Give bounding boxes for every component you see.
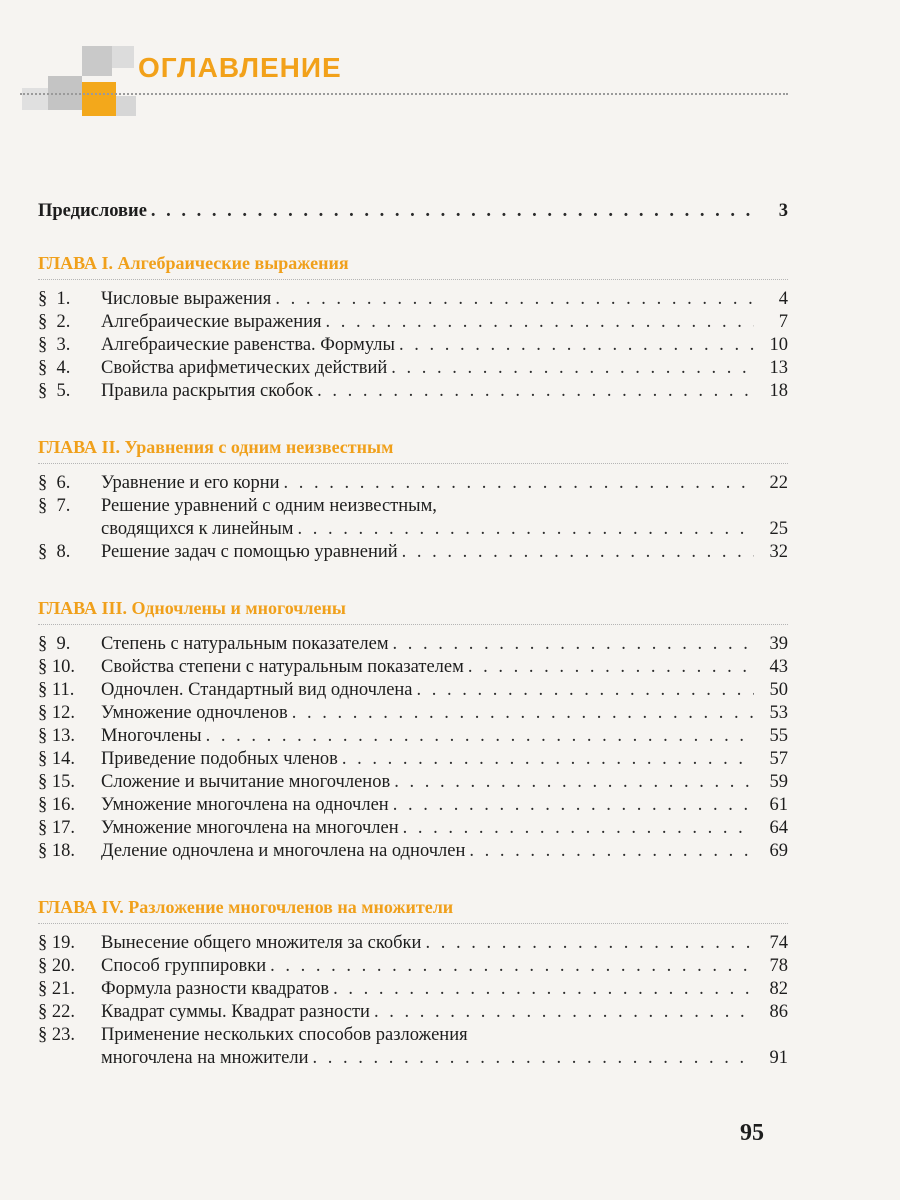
toc-entry-preface[interactable] — [38, 200, 788, 223]
toc-entry-title: Вынесение общего множителя за скобки — [101, 933, 422, 953]
toc-entry-title: Уравнение и его корни — [101, 473, 280, 493]
toc-entry-page: 64 — [769, 818, 788, 838]
toc-entry-title: Свойства степени с натуральным показателем — [101, 657, 464, 677]
toc-entry-page: 86 — [769, 1002, 788, 1022]
leader-dots — [266, 955, 754, 978]
section-number: § 22. — [38, 1002, 75, 1022]
chapter-heading: ГЛАВА II. Уравнения с одним неизвестным — [38, 437, 788, 464]
toc-entry-title: Применение нескольких способов разложения — [101, 1025, 468, 1045]
toc-entry-page: 32 — [769, 542, 788, 562]
toc-entry-page: 22 — [769, 473, 788, 493]
leader-dots — [465, 840, 754, 863]
toc-entry-page: 43 — [769, 657, 788, 677]
toc-entry-page: 55 — [769, 726, 788, 746]
toc-entry-title: Степень с натуральным показателем — [101, 634, 389, 654]
toc-entry[interactable] — [38, 1024, 788, 1070]
toc-entry-page: 10 — [769, 335, 788, 355]
toc-entry[interactable] — [38, 725, 788, 748]
section-number: § 15. — [38, 772, 75, 792]
header-decor-square-orange — [82, 82, 116, 116]
section-number: § 3. — [38, 335, 71, 355]
toc-entry[interactable] — [38, 472, 788, 495]
toc-entry-page: 59 — [769, 772, 788, 792]
toc-entry-title: Умножение многочлена на одночлен — [101, 795, 389, 815]
toc-entry-page: 53 — [769, 703, 788, 723]
toc-entry-title: Многочлены — [101, 726, 202, 746]
toc-entry-page: 50 — [769, 680, 788, 700]
section-number: § 10. — [38, 657, 75, 677]
chapter-block — [38, 897, 788, 1070]
toc-entry[interactable] — [38, 357, 788, 380]
table-of-contents — [38, 200, 788, 1104]
section-number: § 1. — [38, 289, 71, 309]
chapter-heading: ГЛАВА III. Одночлены и многочлены — [38, 598, 788, 625]
toc-entry[interactable] — [38, 702, 788, 725]
toc-entry-title: Квадрат суммы. Квадрат разности — [101, 1002, 370, 1022]
section-number: § 6. — [38, 473, 71, 493]
leader-dots — [370, 1001, 754, 1024]
toc-entry-title: Одночлен. Стандартный вид одночлена — [101, 680, 413, 700]
section-number: § 2. — [38, 312, 71, 332]
header-decor-square — [22, 88, 48, 110]
header-decor-square — [112, 46, 134, 68]
section-number: § 16. — [38, 795, 75, 815]
leader-dots — [202, 725, 754, 748]
section-number: § 5. — [38, 381, 71, 401]
toc-entry[interactable] — [38, 679, 788, 702]
section-number: § 7. — [38, 496, 71, 516]
toc-entry[interactable] — [38, 932, 788, 955]
section-number: § 21. — [38, 979, 75, 999]
page-title: ОГЛАВЛЕНИЕ — [138, 52, 342, 83]
toc-entry[interactable] — [38, 840, 788, 863]
section-number: § 9. — [38, 634, 71, 654]
leader-dots — [308, 1047, 754, 1070]
toc-entry[interactable] — [38, 495, 788, 541]
section-number: § 20. — [38, 956, 75, 976]
toc-entry-page: 91 — [769, 1048, 788, 1068]
section-number: § 12. — [38, 703, 75, 723]
leader-dots — [399, 817, 754, 840]
toc-entry[interactable] — [38, 633, 788, 656]
leader-dots — [293, 518, 754, 541]
toc-entry[interactable] — [38, 311, 788, 334]
toc-entry-title: Предисловие — [38, 201, 147, 221]
toc-entry-page: 18 — [769, 381, 788, 401]
header-dotted-rule — [20, 93, 788, 95]
toc-entry[interactable] — [38, 288, 788, 311]
chapter-heading: ГЛАВА IV. Разложение многочленов на множители — [38, 897, 788, 924]
toc-entry[interactable] — [38, 771, 788, 794]
leader-dots — [413, 679, 754, 702]
toc-entry-page: 39 — [769, 634, 788, 654]
leader-dots — [313, 380, 754, 403]
toc-entry-title: Способ группировки — [101, 956, 267, 976]
leader-dots — [387, 357, 754, 380]
toc-entry-title: Алгебраические равенства. Формулы — [101, 335, 395, 355]
leader-dots — [390, 771, 754, 794]
toc-entry[interactable] — [38, 748, 788, 771]
leader-dots — [395, 334, 754, 357]
chapter-list — [38, 253, 788, 1070]
section-number: § 19. — [38, 933, 75, 953]
chapter-heading: ГЛАВА I. Алгебраические выражения — [38, 253, 788, 280]
toc-entry-title: Числовые выражения — [101, 289, 272, 309]
toc-entry[interactable] — [38, 955, 788, 978]
toc-entry-page: 13 — [769, 358, 788, 378]
toc-entry[interactable] — [38, 334, 788, 357]
section-number: § 11. — [38, 680, 75, 700]
toc-entry-page: 3 — [778, 201, 788, 221]
toc-entry-page: 69 — [769, 841, 788, 861]
toc-entry[interactable] — [38, 1001, 788, 1024]
toc-entry-line — [38, 495, 788, 518]
toc-entry-title-continued: сводящихся к линейным — [101, 519, 294, 539]
leader-dots — [338, 748, 754, 771]
toc-entry-title: Алгебраические выражения — [101, 312, 322, 332]
toc-entry-title: Умножение одночленов — [101, 703, 288, 723]
toc-entry-page: 57 — [769, 749, 788, 769]
toc-entry-title: Приведение подобных членов — [101, 749, 338, 769]
header-decor-square — [116, 96, 136, 116]
chapter-block — [38, 437, 788, 564]
leader-dots — [271, 288, 754, 311]
toc-entry-title-continued: многочлена на множители — [101, 1048, 309, 1068]
toc-entry[interactable] — [38, 794, 788, 817]
toc-entry[interactable] — [38, 817, 788, 840]
section-number: § 14. — [38, 749, 75, 769]
header-decor-square — [82, 46, 112, 76]
toc-entry[interactable] — [38, 380, 788, 403]
toc-entry-page: 61 — [769, 795, 788, 815]
toc-entry[interactable] — [38, 541, 788, 564]
section-number: § 8. — [38, 542, 71, 562]
toc-entry-title: Свойства арифметических действий — [101, 358, 388, 378]
leader-dots — [389, 633, 754, 656]
toc-entry-page: 25 — [769, 519, 788, 539]
toc-entry-page: 78 — [769, 956, 788, 976]
section-number: § 23. — [38, 1025, 75, 1045]
leader-dots — [147, 200, 754, 223]
chapter-block — [38, 598, 788, 863]
leader-dots — [421, 932, 754, 955]
leader-dots — [322, 311, 754, 334]
toc-entry-page: 4 — [778, 289, 788, 309]
toc-entry-line — [38, 1024, 788, 1047]
toc-entry-title: Сложение и вычитание многочленов — [101, 772, 391, 792]
toc-entry-title: Формула разности квадратов — [101, 979, 330, 999]
toc-entry-page: 7 — [778, 312, 788, 332]
section-number: § 18. — [38, 841, 75, 861]
toc-entry-title: Правила раскрытия скобок — [101, 381, 314, 401]
leader-dots — [288, 702, 754, 725]
toc-entry-title: Решение уравнений с одним неизвестным, — [101, 496, 437, 516]
page-number: 95 — [740, 1120, 764, 1146]
toc-entry-page: 74 — [769, 933, 788, 953]
leader-dots — [389, 794, 754, 817]
chapter-block — [38, 253, 788, 403]
toc-entry-page: 82 — [769, 979, 788, 999]
toc-entry-line — [38, 1047, 788, 1070]
leader-dots — [329, 978, 754, 1001]
leader-dots — [398, 541, 754, 564]
toc-entry-title: Умножение многочлена на многочлен — [101, 818, 399, 838]
toc-entry-title: Решение задач с помощью уравнений — [101, 542, 398, 562]
section-number: § 4. — [38, 358, 71, 378]
toc-entry-title: Деление одночлена и многочлена на одночлен — [101, 841, 466, 861]
toc-entry[interactable] — [38, 656, 788, 679]
leader-dots — [280, 472, 754, 495]
toc-entry-line — [38, 518, 788, 541]
toc-entry[interactable] — [38, 978, 788, 1001]
section-number: § 13. — [38, 726, 75, 746]
section-number: § 17. — [38, 818, 75, 838]
leader-dots — [464, 656, 754, 679]
